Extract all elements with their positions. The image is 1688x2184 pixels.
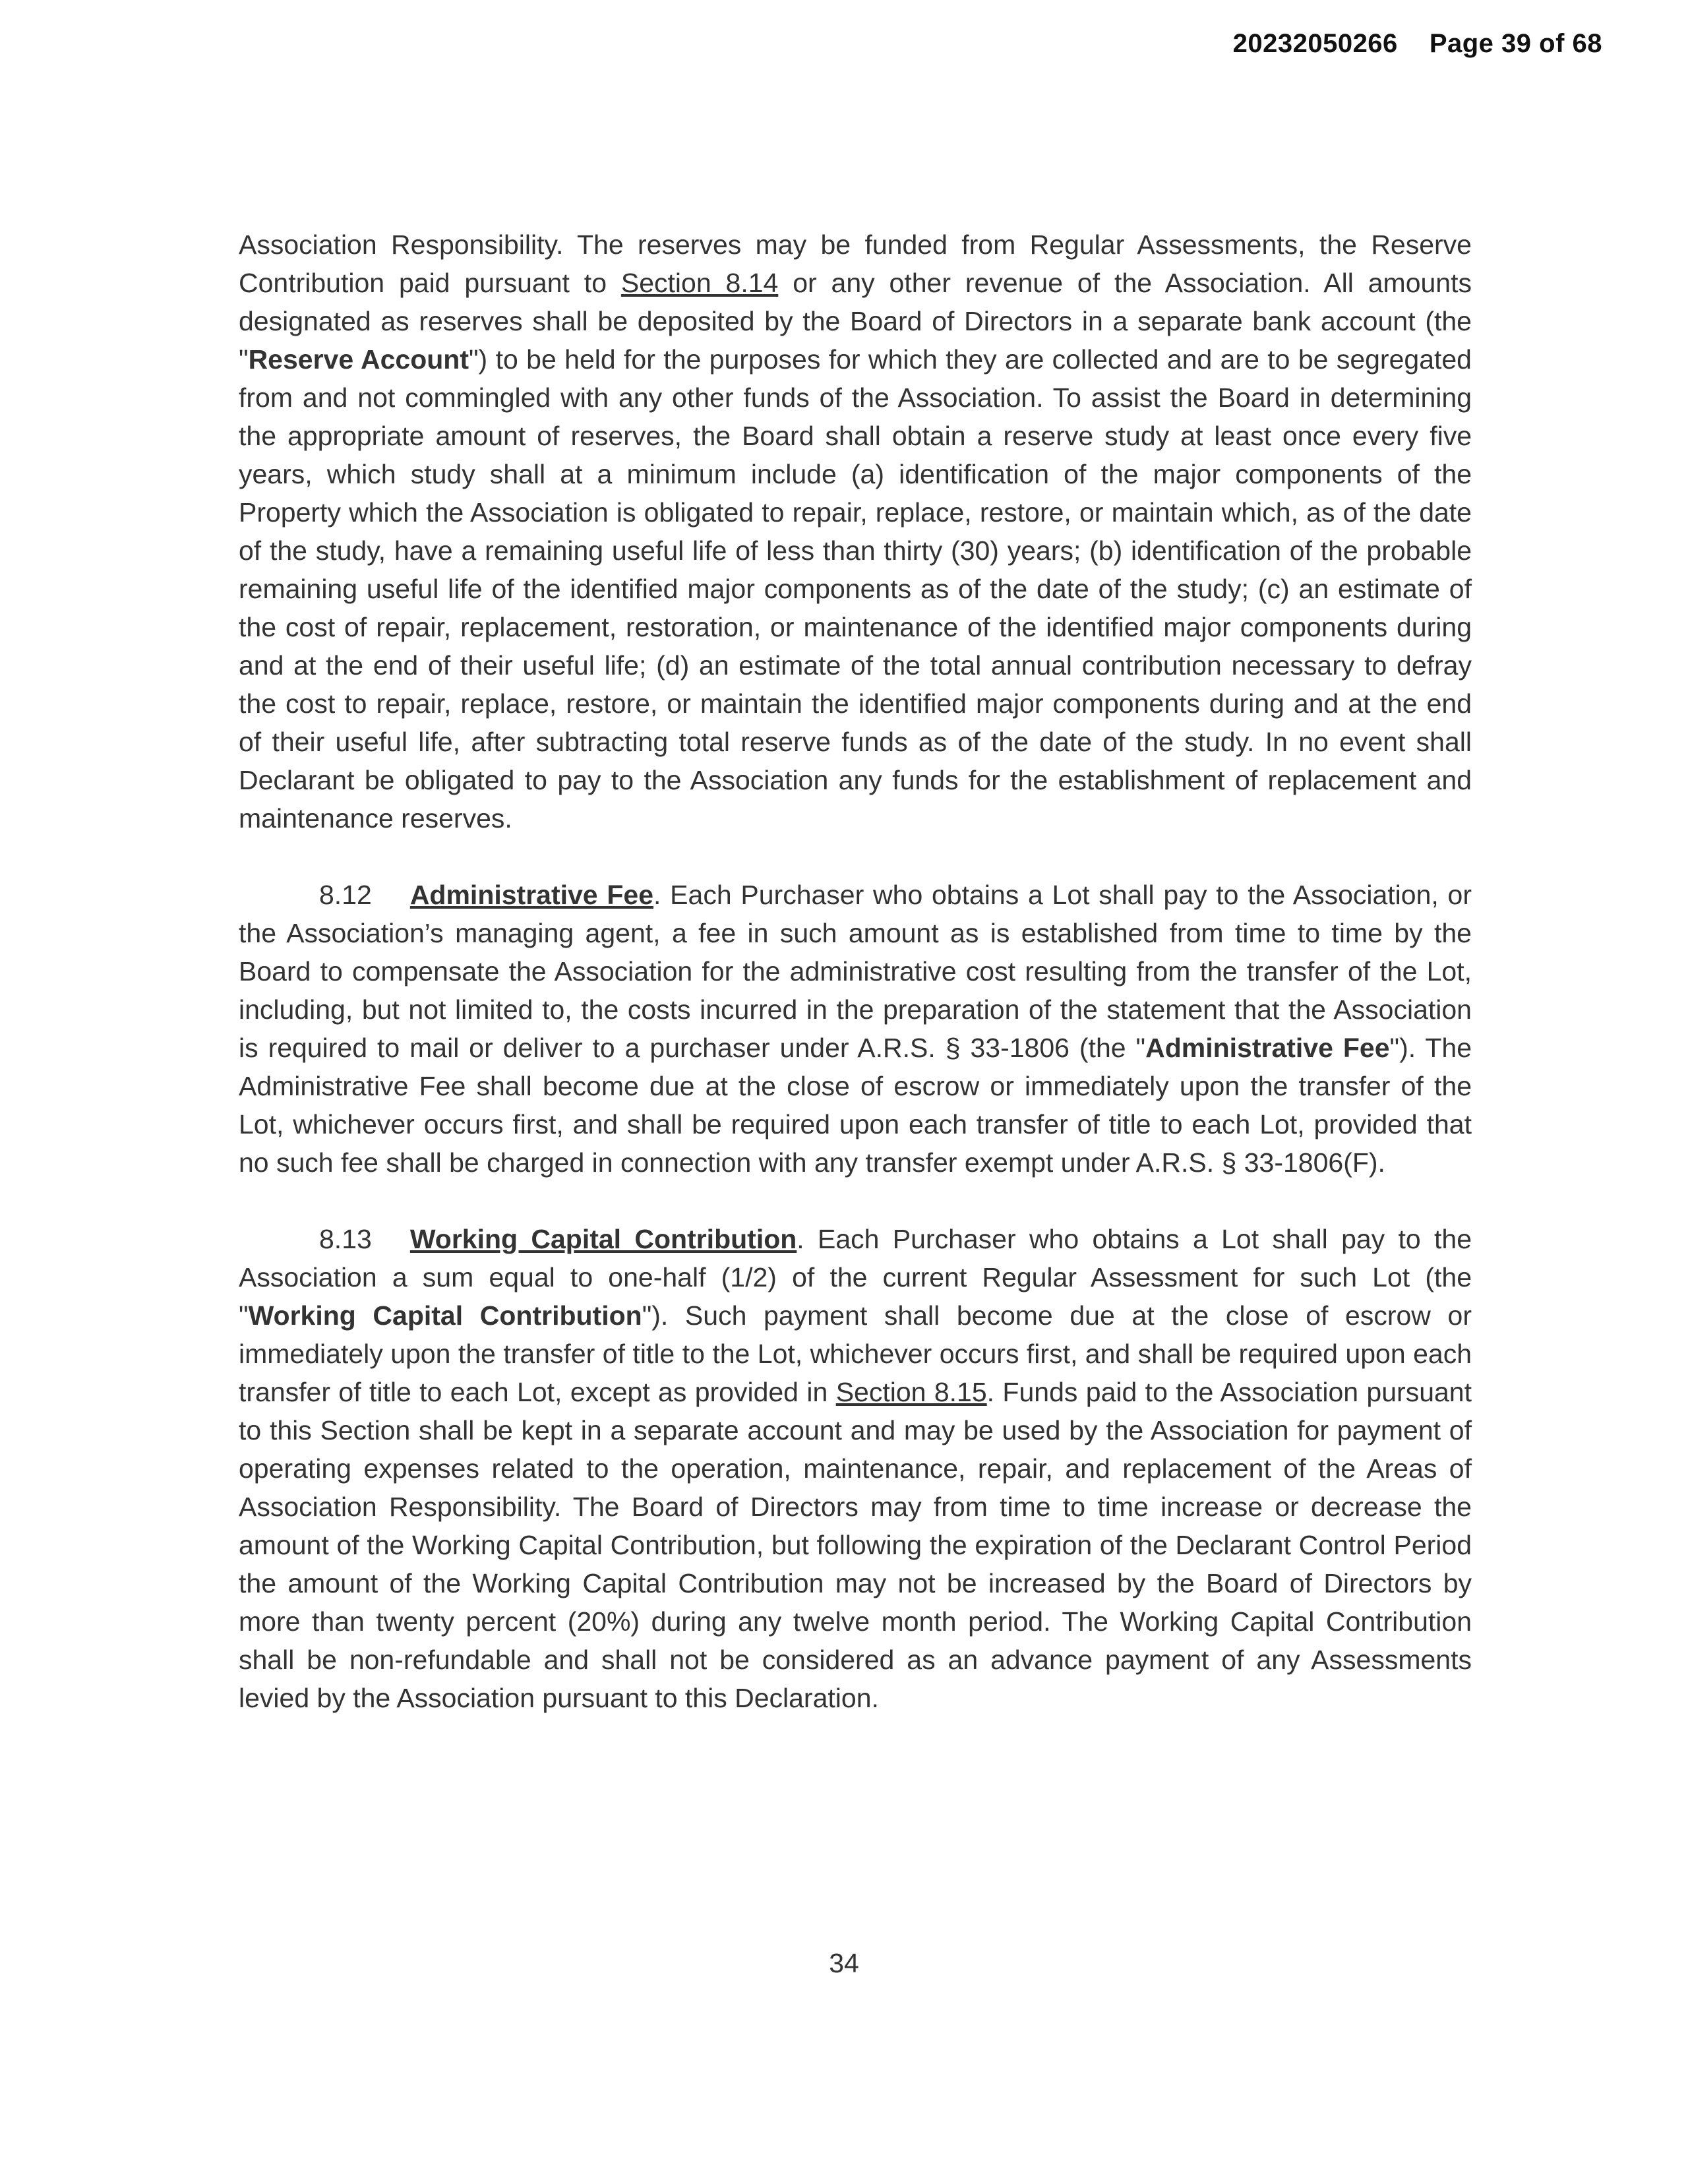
defined-term: Working Capital Contribution [248,1300,642,1331]
text-run: "). The Administrative Fee shall become due at the close of escrow or immediately upon the transfer of the Lot, whichever occurs first, and shall be required upon each transfer of title to each Lot, provided that no such fee shall be charged in connection with any transfer exempt under A.R.S. § 33-1806(F). [239,1033,1472,1178]
text-run: ") to be held for the purposes for which they are collected and are to be segregated from and not commingled with any other funds of the Association. To assist the Board in determining the appropriate amount of reserves, the Board shall obtain a reserve study at least once every five years, which study shall at a minimum include (a) identification of the major components of the Property which the Association is obligated to repair, replace, restore, or maintain which, as of the date of the study, have a remaining useful life of less than thirty (30) years; (b) identification of the probable remaining useful life of the identified major components as of the date of the study; (c) an estimate of the cost of repair, replacement, restoration, or maintenance of the identified major components during and at the end of their useful life; (d) an estimate of the total annual contribution necessary to defray the cost to repair, replace, restore, or maintain the identified major components during and at the end of their useful life, after subtracting total reserve funds as of the date of the study. In no event shall Declarant be obligated to pay to the Association any funds for the establishment of replacement and maintenance reserves. [239,344,1472,834]
text-run: "). Such payment shall become due at the close of escrow or immediately upon the transfer of title to the Lot, whichever occurs first, and shall be required upon each transfer of title to each Lot, except as provided in [239,1300,1472,1407]
section-8-13-paragraph [239,1220,1472,1717]
text-run: . Funds paid to the Association pursuant to this Section shall be kept in a separate account and may be used by the Association for payment of operating expenses related to the operation, maintenance, repair, and replacement of the Areas of Association Responsibility. The Board of Directors may from time to time increase or decrease the amount of the Working Capital Contribution, but following the expiration of the Declarant Control Period the amount of the Working Capital Contribution may not be increased by the Board of Directors by more than twenty percent (20%) during any twelve month period. The Working Capital Contribution shall be non-refundable and shall not be considered as an advance payment of any Assessments levied by the Association pursuant to this Declaration. [239,1377,1472,1713]
text-run: or any other revenue of the Association. All amounts designated as reserves shall be deposited by the Board of Directors in a separate bank account (the " [239,268,1472,375]
document-body [239,226,1472,1755]
section-8-12-paragraph [239,876,1472,1182]
page-header [1233,29,1602,59]
section-reference: Section 8.14 [620,268,779,298]
page-count-label: Page 39 of 68 [1429,29,1602,58]
section-number: 8.13 [319,1224,372,1254]
section-title: Working Capital Contribution [409,1224,797,1254]
recording-number: 20232050266 [1232,29,1398,58]
defined-term: Administrative Fee [1145,1033,1390,1063]
reserves-paragraph [239,226,1472,837]
section-number: 8.12 [319,880,372,910]
text-run: . Each Purchaser who obtains a Lot shall pay to the Association, or the Association’s managing agent, a fee in such amount as is established from time to time by the Board to compensate the Association for the administrative cost resulting from the transfer of the Lot, including, but not limited to, the costs incurred in the preparation of the statement that the Association is required to mail or deliver to a purchaser under A.R.S. § 33-1806 (the " [239,880,1472,1063]
defined-term: Reserve Account [248,344,469,375]
text-run: . Each Purchaser who obtains a Lot shall pay to the Association a sum equal to one-half (1/2) of the current Regular Assessment for such Lot (the " [239,1224,1472,1331]
section-title: Administrative Fee [409,880,654,910]
page-number: 34 [829,1948,859,1978]
section-reference: Section 8.15 [835,1377,987,1407]
text-run: Association Responsibility. The reserves may be funded from Regular Assessments, the Reserve Contribution paid pursuant to [239,229,1472,298]
